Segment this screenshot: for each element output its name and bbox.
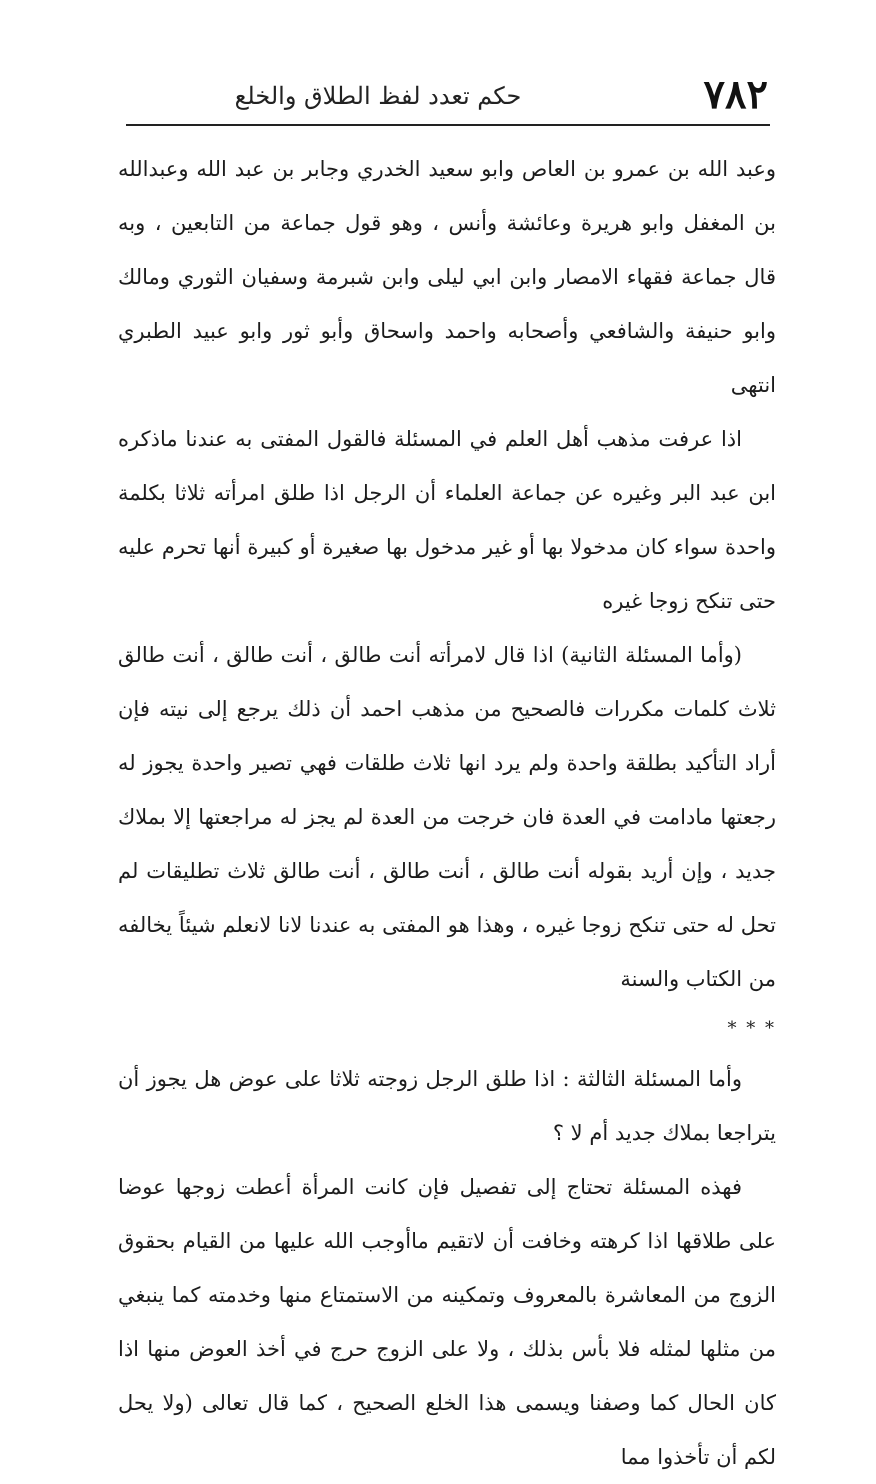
paragraph-3: (وأما المسئلة الثانية) اذا قال لامرأته أنت طالق ، أنت طالق ، أنت طالق ثلاث كلمات مكررات فالصحيح من مذهب احمد أن ذلك يرجع إلى نيته فإن أراد التأكيد بطلقة واحدة ولم يرد انها ثلاث طلقات فهي تصير واحدة يجوز له رجعتها مادامت في العدة فان خرجت من العدة لم يجز له مراجعتها إلا بملاك جديد ، وإن أريد بقوله أنت طالق ، أنت طالق ، أنت طالق ثلاث تطليقات لم تحل له حتى تنكح زوجا غيره ، وهذا هو المفتى به عندنا لانا لانعلم شيئاً يخالفه من الكتاب والسنة (118, 643, 776, 991)
header-rule (126, 124, 770, 126)
page-header (128, 70, 768, 122)
paragraph-1: وعبد الله بن عمرو بن العاص وابو سعيد الخدري وجابر بن عبد الله وعبدالله بن المغفل وابو هريرة وعائشة وأنس ، وهو قول جماعة من التابعين ، وبه قال جماعة فقهاء الامصار وابن ابي ليلى وابن شبرمة وسفيان الثوري ومالك وابو حنيفة والشافعي وأصحابه واحمد واسحاق وأبو ثور وابو عبيد الطبري انتهى (118, 157, 776, 397)
paragraph-2: اذا عرفت مذهب أهل العلم في المسئلة فالقول المفتى به عندنا ماذكره ابن عبد البر وغيره عن جماعة العلماء أن الرجل اذا طلق امرأته ثلاثا بكلمة واحدة سواء كان مدخولا بها أو غير مدخول بها صغيرة أو كبيرة أنها تحرم عليه حتى تنكح زوجا غيره (118, 427, 776, 613)
paragraph-5: فهذه المسئلة تحتاج إلى تفصيل فإن كانت المرأة أعطت زوجها عوضا على طلاقها اذا كرهته وخافت أن لاتقيم ماأوجب الله عليها من القيام بحقوق الزوج من المعاشرة بالمعروف وتمكينه من الاستمتاع منها وخدمته كما ينبغي من مثلها لمثله فلا بأس بذلك ، ولا على الزوج حرج في أخذ العوض منها اذا كان الحال كما وصفنا ويسمى هذا الخلع الصحيح ، كما قال تعالى (ولا يحل لكم أن تأخذوا مما (118, 1175, 776, 1469)
paragraph-4: وأما المسئلة الثالثة : اذا طلق الرجل زوجته ثلاثا على عوض هل يجوز أن يتراجعا بملاك جديد أم لا ؟ (118, 1067, 776, 1145)
section-separator: * * * (727, 1018, 776, 1039)
body-text (118, 142, 776, 1484)
page-number: ٧٨٢ (703, 71, 768, 118)
running-title: حكم تعدد لفظ الطلاق والخلع (234, 82, 522, 110)
